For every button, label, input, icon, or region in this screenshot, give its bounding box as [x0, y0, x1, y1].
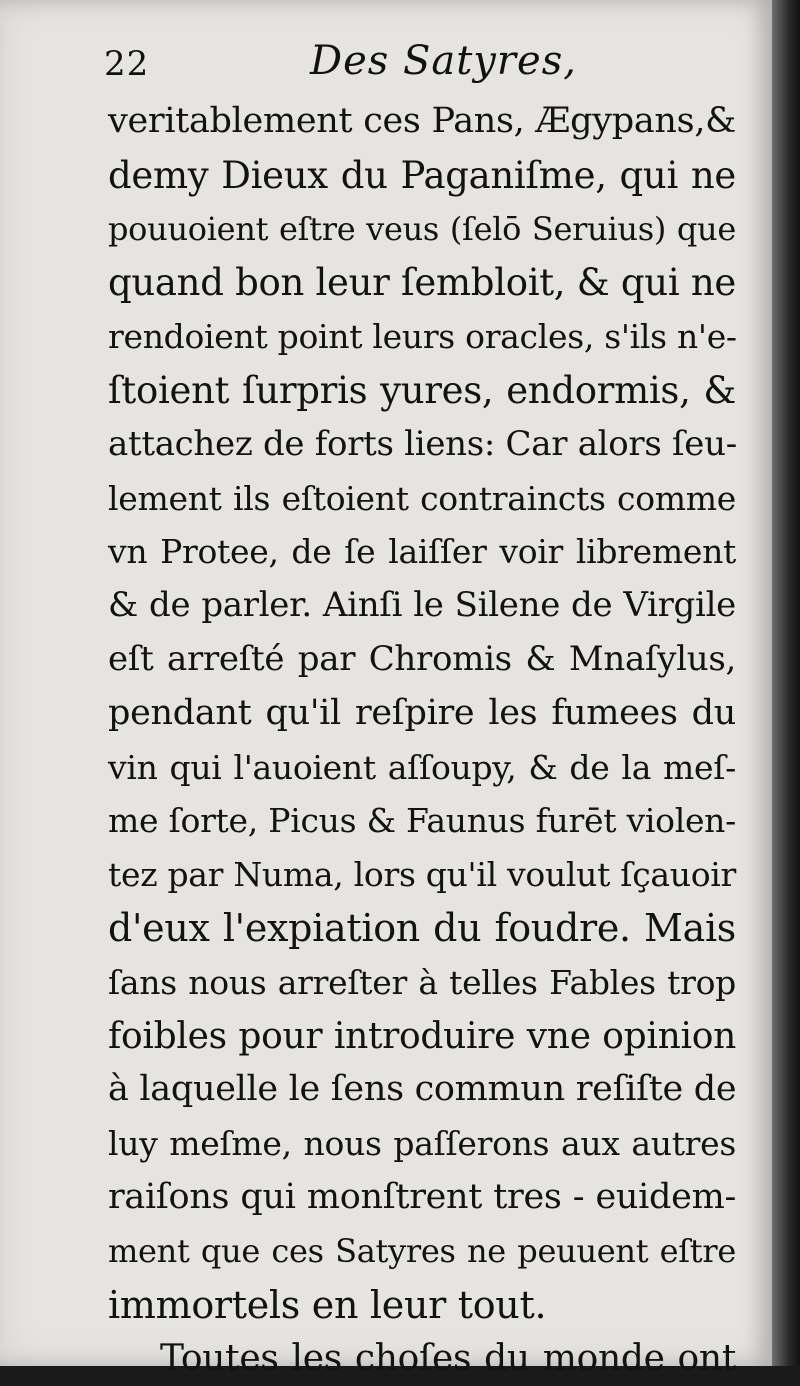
running-title: Des Satyres,: [310, 38, 577, 84]
text-line: à laquelle le ſens commun reſiſte de: [108, 1069, 737, 1110]
body-text: [108, 95, 736, 1386]
text-line: attachez de forts liens: Car alors ſeu-: [108, 423, 737, 464]
text-line: ſtoient ſurpris yures, endormis, &: [108, 368, 736, 412]
text-line: quand bon leur ſembloit, & qui ne: [108, 261, 736, 305]
text-line: veritablement ces Pans, Ægypans,&: [108, 101, 736, 141]
text-line: foibles pour introduire vne opinion: [108, 1015, 736, 1057]
text-line: raiſons qui monſtrent tres - euidem-: [108, 1176, 736, 1217]
text-line: rendoient point leurs oracles, s'ils n'e-: [108, 317, 737, 357]
text-line: immortels en leur tout.: [108, 1282, 547, 1327]
text-line: d'eux l'expiation du foudre. Mais: [108, 905, 736, 950]
page-header: [100, 38, 740, 98]
text-line: vn Protee, de ſe laiſſer voir librement: [108, 532, 736, 572]
text-line: pendant qu'il reſpire les fumees du: [108, 692, 736, 733]
text-line: ſans nous arreſter à telles Fables trop: [108, 962, 736, 1002]
text-line: luy meſme, nous paſſerons aux autres: [108, 1124, 736, 1164]
text-line: lement ils eſtoient contraincts comme: [108, 478, 736, 518]
text-line: ment que ces Satyres ne peuuent eſtre: [108, 1231, 736, 1270]
text-line: eſt arreſté par Chromis & Mnaſylus,: [108, 638, 736, 679]
page-number: 22: [104, 44, 150, 84]
text-line: Toutes les choſes du monde ont: [160, 1338, 736, 1380]
text-line: demy Dieux du Paganiſme, qui ne: [108, 153, 736, 197]
text-line: pouuoient eſtre veus (ſelō Seruius) que: [108, 209, 736, 248]
page-edge-shadow: [772, 0, 800, 1366]
text-line: vin qui l'auoient aſſoupy, & de la meſ-: [108, 747, 736, 787]
text-line: me ſorte, Picus & Faunus furēt violen-: [108, 801, 736, 841]
text-line: & de parler. Ainſi le Silene de Virgile: [108, 585, 736, 626]
text-line: tez par Numa, lors qu'il voulut ſçauoir: [108, 855, 736, 895]
